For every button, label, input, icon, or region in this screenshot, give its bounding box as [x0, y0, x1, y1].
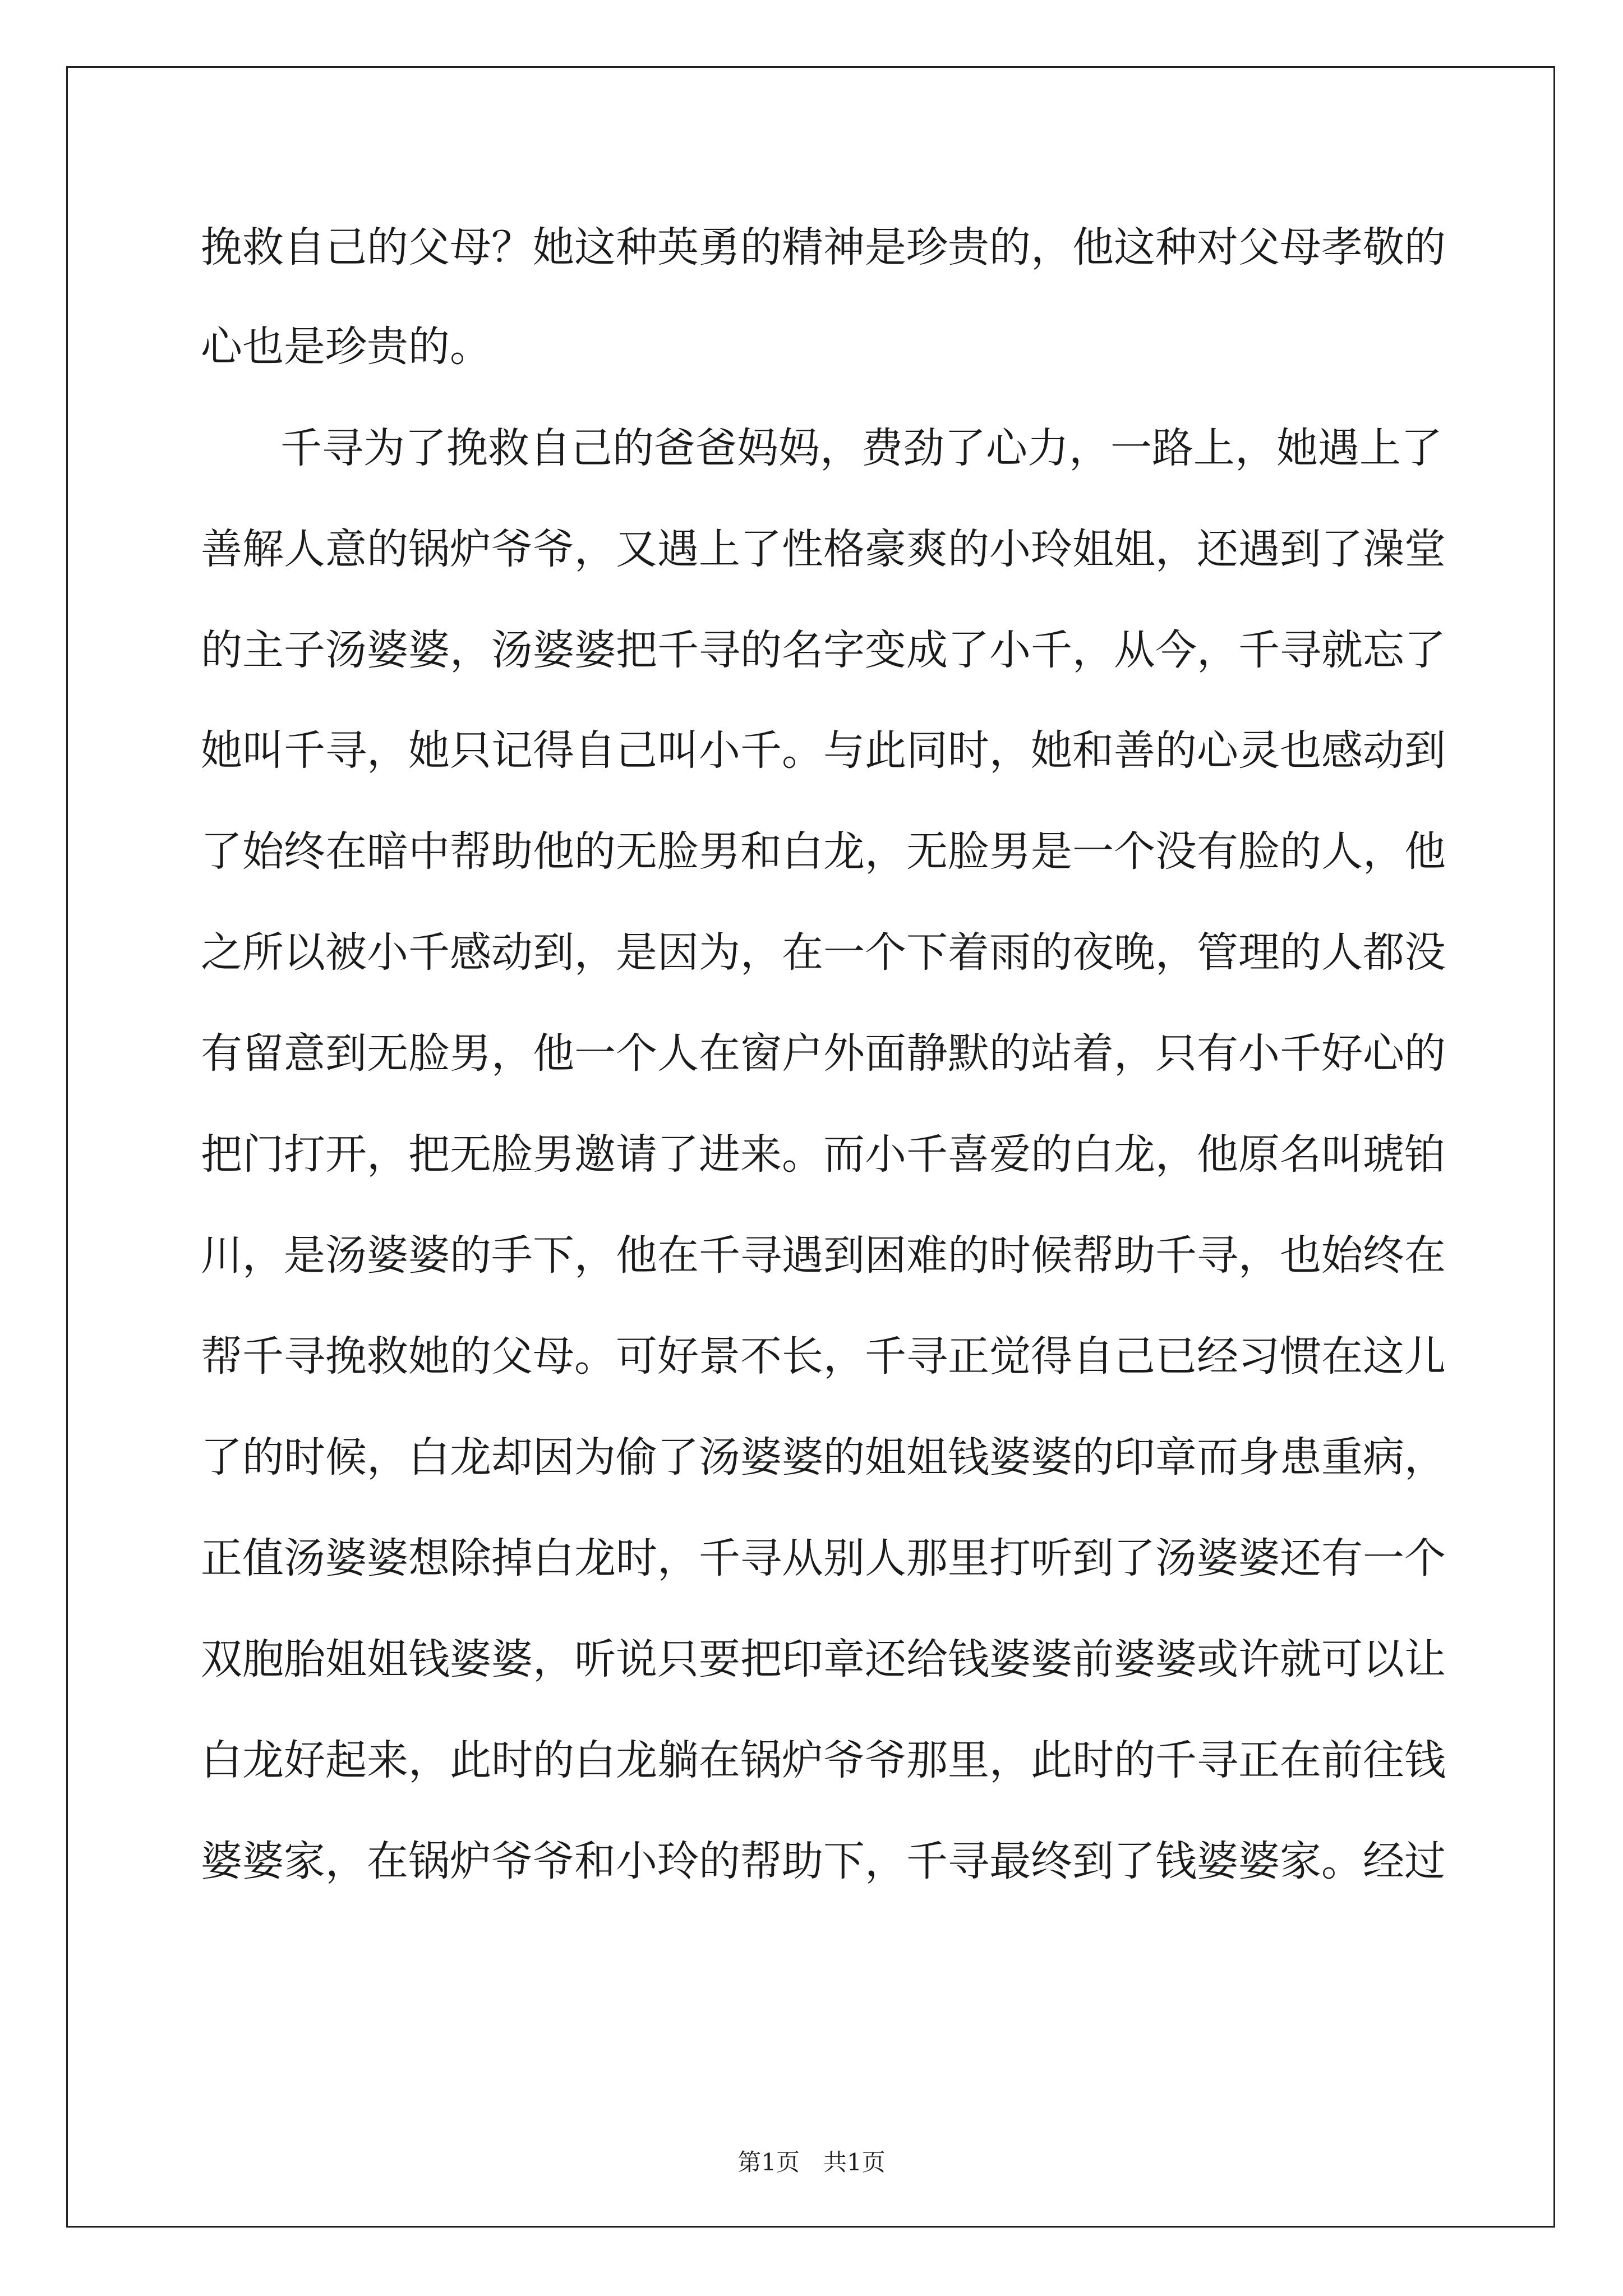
text-line: 她叫千寻，她只记得自己叫小千。与此同时，她和善的心灵也感动到 [201, 726, 1446, 775]
page-number-footer: 第1页 共1页 [737, 2148, 886, 2176]
text-line: 了始终在暗中帮助他的无脸男和白龙，无脸男是一个没有脸的人，他 [201, 827, 1446, 876]
text-line: 把门打开，把无脸男邀请了进来。而小千喜爱的白龙，他原名叫琥铂 [201, 1130, 1446, 1179]
text-line: 了的时候，白龙却因为偷了汤婆婆的姐姐钱婆婆的印章而身患重病， [201, 1433, 1446, 1481]
text-line: 川，是汤婆婆的手下，他在千寻遇到困难的时候帮助千寻，也始终在 [201, 1231, 1446, 1280]
text-line: 心也是珍贵的。 [201, 323, 491, 371]
text-line: 帮千寻挽救她的父母。可好景不长，千寻正觉得自己已经习惯在这儿 [201, 1332, 1446, 1381]
text-line: 婆婆家，在锅炉爷爷和小玲的帮助下，千寻最终到了钱婆婆家。经过 [201, 1837, 1446, 1885]
text-line: 的主子汤婆婆，汤婆婆把千寻的名字变成了小千，从今，千寻就忘了 [201, 626, 1446, 674]
text-line: 有留意到无脸男，他一个人在窗户外面静默的站着，只有小千好心的 [201, 1029, 1446, 1078]
text-line: 白龙好起来，此时的白龙躺在锅炉爷爷那里，此时的千寻正在前往钱 [201, 1736, 1446, 1784]
text-line: 双胞胎姐姐钱婆婆，听说只要把印章还给钱婆婆前婆婆或许就可以让 [201, 1635, 1446, 1683]
text-line: 千寻为了挽救自己的爸爸妈妈，费劲了心力，一路上，她遇上了 [280, 424, 1442, 472]
text-line: 挽救自己的父母？她这种英勇的精神是珍贵的，他这种对父母孝敬的 [201, 223, 1446, 272]
text-line: 之所以被小千感动到，是因为，在一个下着雨的夜晚，管理的人都没 [201, 928, 1446, 977]
text-line: 善解人意的锅炉爷爷，又遇上了性格豪爽的小玲姐姐，还遇到了澡堂 [201, 525, 1446, 573]
text-line: 正值汤婆婆想除掉白龙时，千寻从别人那里打听到了汤婆婆还有一个 [201, 1534, 1446, 1582]
